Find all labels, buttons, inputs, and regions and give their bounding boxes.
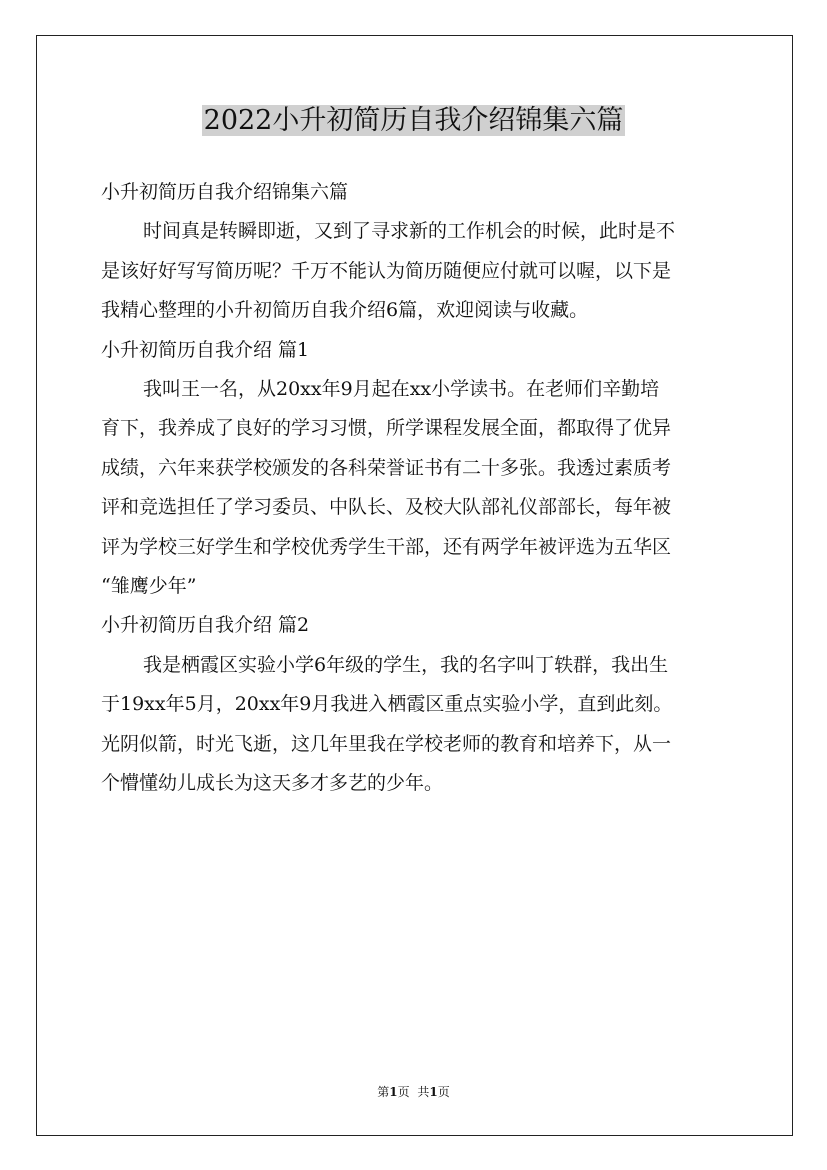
body-line: 我精心整理的小升初简历自我介绍6篇，欢迎阅读与收藏。 — [101, 299, 589, 322]
footer-page-number: 1 — [389, 1085, 398, 1099]
page-footer — [0, 1083, 827, 1101]
document-title — [0, 100, 827, 142]
document-body — [101, 173, 741, 804]
body-line: 时间真是转瞬即逝，又到了寻求新的工作机会的时候，此时是不 — [143, 220, 676, 243]
document-title-text: 2022小升初简历自我介绍锦集六篇 — [203, 105, 624, 136]
body-line: 评和竞选担任了学习委员、中队长、及校大队部礼仪部部长，每年被 — [101, 496, 672, 519]
body-line: 我叫王一名，从20xx年9月起在xx小学读书。在老师们辛勤培 — [143, 378, 660, 401]
section-heading: 小升初简历自我介绍 篇1 — [101, 338, 310, 361]
body-line: 光阴似箭，时光飞逝，这几年里我在学校老师的教育和培养下，从一 — [101, 732, 672, 755]
section-heading: 小升初简历自我介绍 篇2 — [101, 614, 310, 637]
body-line: 评为学校三好学生和学校优秀学生干部，还有两学年被评选为五华区 — [101, 535, 672, 558]
body-line: 我是栖霞区实验小学6年级的学生，我的名字叫丁轶群，我出生 — [143, 653, 669, 676]
body-line: “雏鹰少年” — [101, 575, 197, 598]
footer-total-prefix: 共 — [417, 1085, 430, 1099]
footer-total-suffix: 页 — [437, 1085, 450, 1099]
footer-total-number: 1 — [429, 1085, 438, 1099]
footer-page-prefix: 第 — [377, 1085, 390, 1099]
footer-page-suffix: 页 — [397, 1085, 410, 1099]
body-line: 是该好好写写简历呢？千万不能认为简历随便应付就可以喔，以下是 — [101, 259, 672, 282]
body-line: 于19xx年5月，20xx年9月我进入栖霞区重点实验小学，直到此刻。 — [101, 693, 673, 716]
body-line: 小升初简历自我介绍锦集六篇 — [101, 181, 349, 203]
body-line: 育下，我养成了良好的学习习惯，所学课程发展全面，都取得了优异 — [101, 417, 672, 440]
body-line: 成绩，六年来获学校颁发的各科荣誉证书有二十多张。我透过素质考 — [101, 456, 672, 479]
body-line: 个懵懂幼儿成长为这天多才多艺的少年。 — [101, 772, 444, 795]
